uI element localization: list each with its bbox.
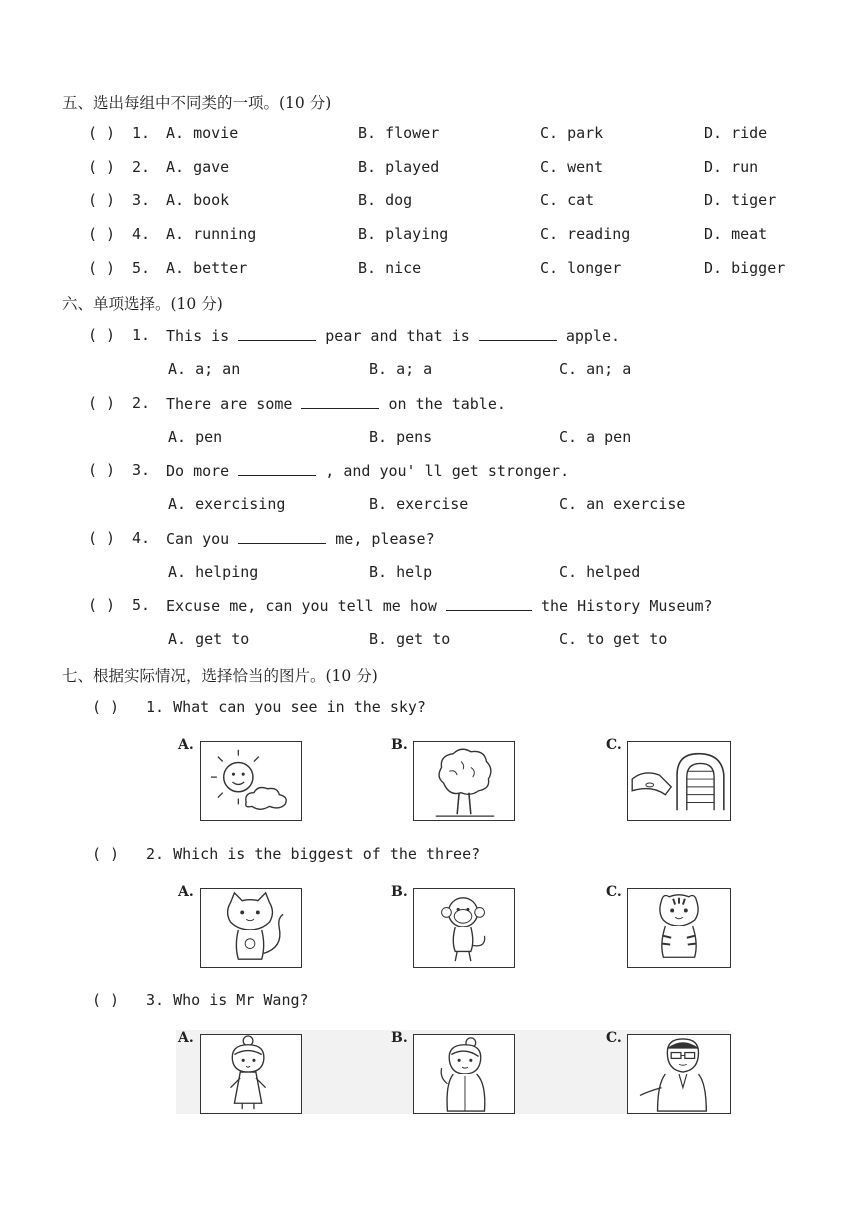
answer-blank[interactable] <box>446 596 532 611</box>
sun-icon <box>201 742 301 820</box>
option-a: A. movie <box>166 124 239 142</box>
option-c: C. a pen <box>559 428 632 446</box>
section5-title: 五、选出每组中不同类的一项。(10 分) <box>62 94 332 112</box>
answer-parens[interactable]: ( ) <box>92 991 120 1009</box>
option-b: B. dog <box>358 191 413 209</box>
option-b: B. exercise <box>369 495 469 513</box>
option-b: B. get to <box>369 630 451 648</box>
option-a: A. get to <box>168 630 250 648</box>
tiger-picture[interactable] <box>627 888 731 968</box>
picture-label-b: B. <box>391 1030 408 1046</box>
answer-blank[interactable] <box>238 461 316 476</box>
answer-blank[interactable] <box>479 326 557 341</box>
picture-label-a: A. <box>178 1030 194 1046</box>
answer-parens[interactable]: ( ) <box>88 259 116 277</box>
answer-parens[interactable]: ( ) <box>88 326 116 344</box>
option-a: A. gave <box>166 158 230 176</box>
question-text: Excuse me, can you tell me how the History Museum? <box>166 597 713 615</box>
option-c: C. longer <box>540 259 622 277</box>
question-number: 1. <box>132 124 151 142</box>
option-a: A. a; an <box>168 360 241 378</box>
option-d: D. run <box>704 158 759 176</box>
question-number: 3. <box>132 191 151 209</box>
answer-blank[interactable] <box>238 529 326 544</box>
answer-parens[interactable]: ( ) <box>92 698 120 716</box>
tree-icon <box>414 742 514 820</box>
section7-title: 七、根据实际情况，选择恰当的图片。(10 分) <box>62 667 378 685</box>
man-icon <box>628 1035 730 1113</box>
answer-parens[interactable]: ( ) <box>88 596 116 614</box>
picture-label-a: A. <box>178 884 194 900</box>
girl-picture[interactable] <box>200 1034 302 1114</box>
answer-parens[interactable]: ( ) <box>88 461 116 479</box>
option-d: D. ride <box>704 124 768 142</box>
option-b: B. a; a <box>369 360 433 378</box>
option-b: B. playing <box>358 225 449 243</box>
picture-label-b: B. <box>391 884 408 900</box>
picture-label-a: A. <box>178 737 194 753</box>
question-number: 4. <box>132 529 151 547</box>
picture-label-c: C. <box>606 884 622 900</box>
option-c: C. helped <box>559 563 641 581</box>
option-a: A. exercising <box>168 495 286 513</box>
option-b: B. help <box>369 563 433 581</box>
question-text: Do more , and you' ll get stronger. <box>166 462 570 480</box>
question-number: 2. <box>132 394 151 412</box>
picture-label-c: C. <box>606 737 622 753</box>
monkey-picture[interactable] <box>413 888 515 968</box>
question-number: 5. <box>132 259 151 277</box>
option-b: B. flower <box>358 124 440 142</box>
option-a: A. book <box>166 191 230 209</box>
option-c: C. an exercise <box>559 495 686 513</box>
option-a: A. pen <box>168 428 223 446</box>
question-number: 2. <box>132 158 151 176</box>
answer-parens[interactable]: ( ) <box>88 225 116 243</box>
option-d: D. tiger <box>704 191 777 209</box>
option-c: C. reading <box>540 225 631 243</box>
answer-parens[interactable]: ( ) <box>88 124 116 142</box>
question-number: 5. <box>132 596 151 614</box>
question-number: 4. <box>132 225 151 243</box>
slide-picture[interactable] <box>627 741 731 821</box>
question-text: Can you me, please? <box>166 530 435 548</box>
monkey-icon <box>414 889 514 967</box>
option-d: D. bigger <box>704 259 786 277</box>
picture-label-b: B. <box>391 737 408 753</box>
option-c: C. went <box>540 158 604 176</box>
question-text: 3. Who is Mr Wang? <box>146 991 309 1009</box>
option-a: A. better <box>166 259 248 277</box>
slide-icon <box>628 742 730 820</box>
answer-blank[interactable] <box>301 394 379 409</box>
option-a: A. helping <box>168 563 259 581</box>
option-c: C. an; a <box>559 360 632 378</box>
cat-icon <box>201 889 301 967</box>
answer-parens[interactable]: ( ) <box>88 191 116 209</box>
sun-picture[interactable] <box>200 741 302 821</box>
question-text: 1. What can you see in the sky? <box>146 698 426 716</box>
question-text: 2. Which is the biggest of the three? <box>146 845 481 863</box>
section6-title: 六、单项选择。(10 分) <box>62 295 223 313</box>
question-text: This is pear and that is apple. <box>166 327 621 345</box>
woman-picture[interactable] <box>413 1034 515 1114</box>
option-c: C. cat <box>540 191 595 209</box>
answer-parens[interactable]: ( ) <box>88 529 116 547</box>
answer-parens[interactable]: ( ) <box>88 394 116 412</box>
question-text: There are some on the table. <box>166 395 506 413</box>
tree-picture[interactable] <box>413 741 515 821</box>
answer-parens[interactable]: ( ) <box>88 158 116 176</box>
option-c: C. to get to <box>559 630 668 648</box>
option-d: D. meat <box>704 225 768 243</box>
question-number: 3. <box>132 461 151 479</box>
man-picture[interactable] <box>627 1034 731 1114</box>
tiger-icon <box>628 889 730 967</box>
option-b: B. nice <box>358 259 422 277</box>
woman-icon <box>414 1035 514 1113</box>
option-b: B. played <box>358 158 440 176</box>
question-number: 1. <box>132 326 151 344</box>
cat-picture[interactable] <box>200 888 302 968</box>
option-c: C. park <box>540 124 604 142</box>
option-a: A. running <box>166 225 257 243</box>
picture-label-c: C. <box>606 1030 622 1046</box>
answer-parens[interactable]: ( ) <box>92 845 120 863</box>
girl-icon <box>201 1035 301 1113</box>
option-b: B. pens <box>369 428 433 446</box>
answer-blank[interactable] <box>238 326 316 341</box>
